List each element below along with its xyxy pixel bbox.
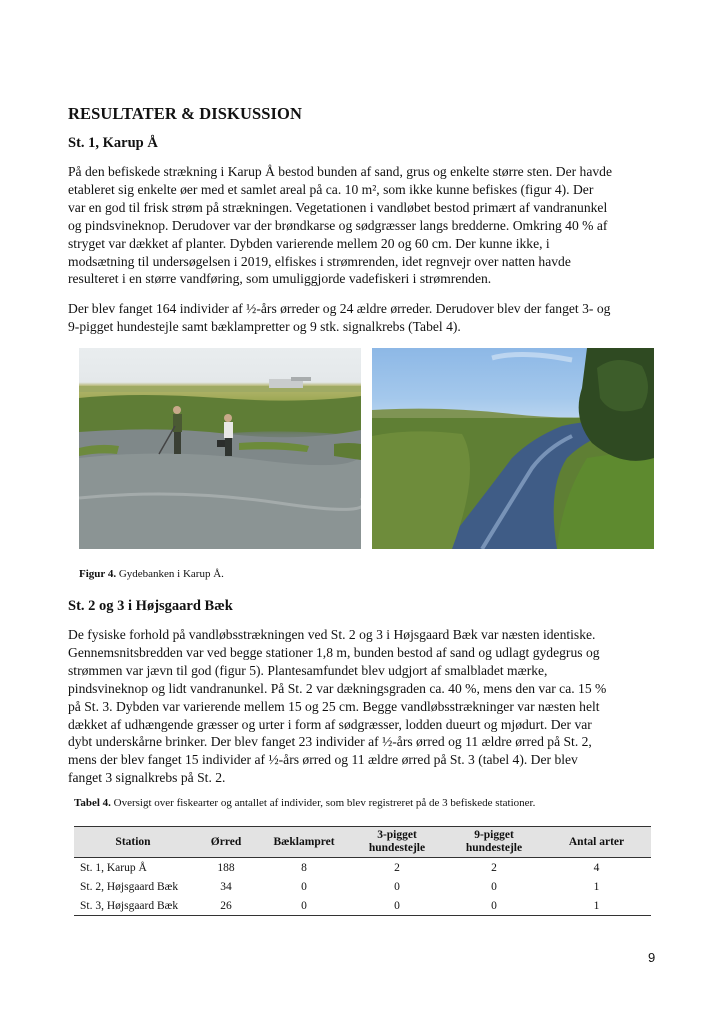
text-line: etableret sig enkelte øer med et samlet areal på ca. 10 m², som ikke kunne befiskes (figur 4). Der: [68, 181, 594, 197]
table-cell: 0: [491, 880, 497, 893]
text-line: på St. 3. Dybden var varierende mellem 15 og 25 cm. Begge vandløbsstrækninger var næsten helt: [68, 698, 600, 714]
text-line: Der blev fanget 164 individer af ½-års ørreder og 24 ældre ørreder. Derudover blev der fanget 3- og: [68, 301, 611, 316]
figure-caption-label: Figur 4.: [79, 568, 117, 580]
text-line: var en god til frisk strøm på strækningen. Vegetationen i vandløbet bestod primært af vandranunkel: [68, 199, 608, 215]
section1-paragraph2: [68, 300, 668, 336]
table-cell: 0: [301, 880, 307, 893]
text-line: fanget 3 signalkrebs på St. 2.: [68, 770, 226, 786]
table-cell: 1: [542, 896, 651, 916]
table-cell: 4: [593, 861, 600, 874]
text-line: strømmen var jævn til god (figur 5). Plantesamfundet blev udgjort af smalbladet mærke,: [68, 662, 548, 678]
figure-caption-text: Gydebanken i Karup Å.: [116, 568, 224, 580]
text-line: pindsvineknop og lidt vandranunkel. På St. 2 var dækningsgraden ca. 40 %, mens den var ca. 15 %: [68, 680, 607, 696]
section-heading: RESULTATER & DISKUSSION: [68, 104, 302, 123]
table-cell: St. 2, Højsgaard Bæk: [80, 880, 179, 893]
table-header-cell: Station: [74, 827, 192, 858]
table-cell: 0: [348, 896, 446, 916]
table-cell: 2: [394, 861, 400, 874]
table-cell: 26: [192, 896, 260, 916]
river-photo-landscape-illustration: [372, 348, 654, 549]
table-header-cell: Ørred: [192, 827, 260, 858]
table-cell: 34: [220, 880, 232, 893]
table-cell: St. 1, Karup Å: [80, 861, 147, 874]
section1-paragraph1: [68, 163, 668, 288]
table-cell: 0: [446, 896, 542, 916]
fish-species-table: [74, 826, 651, 916]
page-number: 9: [648, 950, 656, 965]
table-row: [74, 877, 651, 896]
table-caption: [74, 797, 535, 809]
text-line: mens der blev fanget 15 individer af ½-års ørred og 11 ældre ørred på St. 3 (tabel 4). Der blev: [68, 752, 578, 768]
table-row: [74, 858, 651, 878]
text-line: Gennemsnitsbredden var ved begge stationer 1,8 m, bunden bestod af sand og udlagt gydegrus og: [68, 644, 600, 660]
section1-title: St. 1, Karup Å: [68, 135, 158, 151]
section2-paragraph: [68, 626, 668, 787]
text-line: resulteret i en større vandføring, som umuliggjorde vadefiskeri i strømrenden.: [68, 271, 492, 287]
table-header-cell: 3-pigget hundestejle: [348, 827, 446, 858]
table-header-cell: Bæklampret: [260, 827, 348, 858]
figure-caption: [79, 568, 224, 580]
table-row: [74, 896, 651, 916]
table-header-cell: 9-pigget hundestejle: [446, 827, 542, 858]
table-cell: 0: [394, 880, 400, 893]
text-line: dybt underskårne brinker. Der blev fanget 23 individer af ½-års ørred og 11 ældre ørred på St. 2,: [68, 734, 592, 750]
text-line: På den befiskede strækning i Karup Å bestod bunden af sand, grus og enkelte større sten. Der havde: [68, 164, 612, 179]
text-line: modsætning til undersøgelsen i 2019, elfiskes i strømrenden, idet regnvejr over natten havde: [68, 253, 571, 269]
text-line: dækket af udhængende græsser og urter i form af sødgræsser, lodden dueurt og mjødurt. Der var: [68, 716, 592, 732]
river-photo-fishing-illustration: [79, 348, 361, 549]
text-line: 9-pigget hundestejle samt bæklampretter og 9 stk. signalkrebs (Tabel 4).: [68, 318, 461, 334]
table-cell: 188: [217, 861, 235, 874]
table-cell: 0: [260, 896, 348, 916]
table-caption-text: Oversigt over fiskearter og antallet af individer, som blev registreret på de 3 befiskede stationer.: [110, 797, 536, 809]
table-caption-label: Tabel 4.: [74, 797, 111, 809]
table-cell: 1: [593, 880, 600, 893]
table-cell: 2: [491, 861, 497, 874]
table-header-row: [74, 827, 651, 858]
table-cell: 8: [301, 861, 307, 874]
text-line: De fysiske forhold på vandløbsstrækningen ved St. 2 og 3 i Højsgaard Bæk var næsten identiske.: [68, 627, 596, 642]
section2-title: St. 2 og 3 i Højsgaard Bæk: [68, 598, 233, 614]
text-line: stryget var dækket af planter. Dybden varierende mellem 20 og 60 cm. Der kunne ikke, i: [68, 235, 550, 251]
river-photo-landscape: [372, 348, 654, 549]
text-line: og pindsvineknop. Derudover var der brøndkarse og sødgræsser langs bredderne. Omkring 40 % af: [68, 217, 608, 233]
table-cell: St. 3, Højsgaard Bæk: [74, 896, 192, 916]
river-photo-fishing: [79, 348, 361, 549]
table-header-cell: Antal arter: [542, 827, 651, 858]
